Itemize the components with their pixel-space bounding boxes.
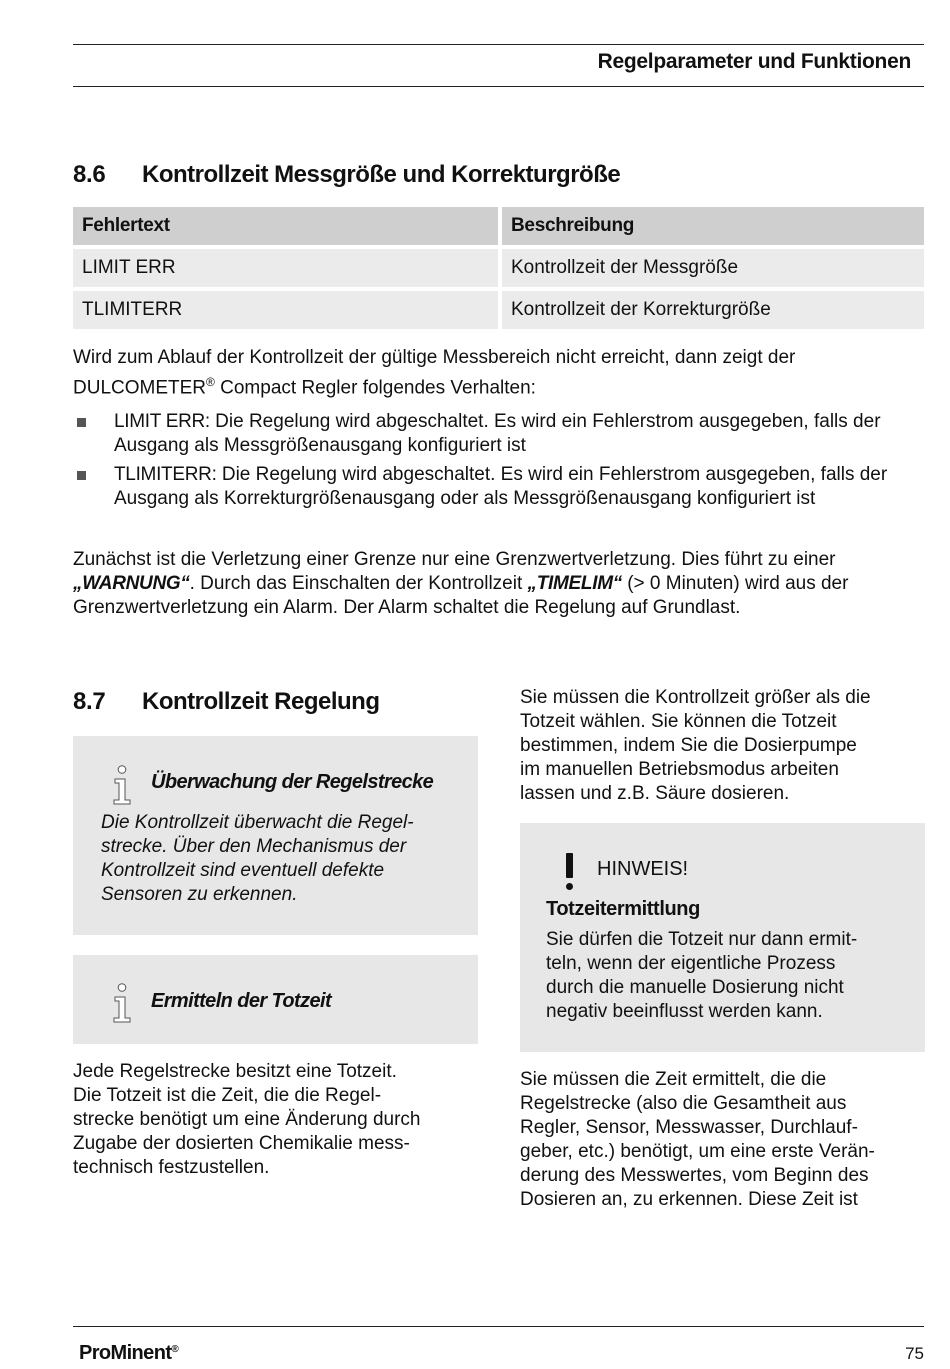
section-8-7-number: 8.7 (73, 688, 106, 715)
table-cell: LIMIT ERR (73, 249, 498, 287)
info-box-line: Kontrollzeit sind eventuell defekte (101, 860, 385, 881)
text-line: geber, etc.) benötigt, um eine erste Verän- (520, 1141, 875, 1162)
table-row (73, 291, 924, 329)
text-line: technisch festzustellen. (73, 1157, 270, 1178)
info-box-line: Sensoren zu erkennen. (101, 884, 298, 905)
table-header-row (73, 207, 924, 245)
text-line: bestimmen, indem Sie die Dosierpumpe (520, 735, 857, 756)
text-line: teln, wenn der eigentliche Prozess (546, 953, 836, 974)
bullet-text (114, 410, 924, 458)
text-line: Dosieren an, zu erkennen. Diese Zeit ist (520, 1189, 858, 1210)
text-line: Zugabe der dosierten Chemikalie mess- (73, 1133, 410, 1154)
bullet-text (114, 463, 924, 511)
text-line: Regler, Sensor, Messwasser, Durchlauf- (520, 1117, 858, 1138)
table-cell: TLIMITERR (73, 291, 498, 329)
info-box-line: Die Kontrollzeit überwacht die Regel- (101, 812, 414, 833)
table-cell: Kontrollzeit der Korrekturgröße (502, 291, 924, 329)
notice-body (546, 928, 921, 1024)
footer-rule (73, 1326, 924, 1327)
info-box-heading: Überwachung der Regelstrecke (151, 771, 434, 793)
logo-text: ProMinent (79, 1342, 172, 1364)
square-bullet-icon (77, 418, 86, 427)
registered-mark: ® (206, 375, 215, 389)
warnung-term: „WARNUNG“ (73, 573, 190, 594)
closing-text: Zunächst ist die Verletzung einer Grenze nur eine Grenzwertverletzung. Dies führt zu einer (73, 549, 836, 570)
table-header-cell: Fehlertext (73, 207, 498, 245)
timelim-term: „TIMELIM“ (527, 573, 622, 594)
bullet-description: Die Regelung wird abgeschaltet. Es wird ein Fehlerstrom ausgegeben, falls der Ausgang als Korrekturgrößenausgang oder als Messgrößenausgang konfiguriert ist (114, 464, 888, 509)
section-8-6-title: Kontrollzeit Messgröße und Korrekturgröße (142, 161, 621, 188)
intro-line-1: Wird zum Ablauf der Kontrollzeit der gültige Messbereich nicht erreicht, dann zeigt der (73, 347, 796, 368)
info-box-heading: Ermitteln der Totzeit (151, 990, 332, 1012)
prominent-logo (79, 1342, 178, 1365)
text-line: durch die manuelle Dosierung nicht (546, 977, 844, 998)
page-number: 75 (905, 1344, 924, 1363)
closing-text: . Durch das Einschalten der Kontrollzeit (189, 573, 528, 594)
bullet-label: TLIMITERR: (114, 464, 217, 485)
notice-label: HINWEIS! (597, 858, 689, 880)
bullet-label: LIMIT ERR: (114, 411, 210, 432)
control-time-paragraph (520, 686, 930, 806)
text-line: Jede Regelstrecke besitzt eine Totzeit. (73, 1061, 397, 1082)
text-line: Sie müssen die Kontrollzeit größer als die (520, 687, 871, 708)
section-8-7-title: Kontrollzeit Regelung (142, 688, 380, 715)
info-box-dead-time (73, 955, 478, 1044)
info-box-line: strecke. Über den Mechanismus der (101, 836, 407, 857)
bullet-item-limit-err (73, 410, 924, 458)
text-line: derung des Messwertes, vom Beginn des (520, 1165, 869, 1186)
closing-paragraph (73, 548, 924, 620)
info-icon (111, 983, 133, 1023)
text-line: Sie müssen die Zeit ermittelt, die die (520, 1069, 827, 1090)
intro-line-2-rest: Compact Regler folgendes Verhalten: (214, 377, 536, 399)
text-line: Regelstrecke (also die Gesamtheit aus (520, 1093, 847, 1114)
text-line: Die Totzeit ist die Zeit, die die Regel- (73, 1085, 382, 1106)
header-bottom-rule (73, 86, 924, 87)
dead-time-paragraph (73, 1060, 483, 1180)
text-line: lassen und z.B. Säure dosieren. (520, 783, 790, 804)
closing-text: (> 0 Minuten) wird aus der Grenzwertverletzung ein Alarm. Der Alarm schaltet die Regelung auf Grundlast. (73, 573, 849, 618)
text-line: im manuellen Betriebsmodus arbeiten (520, 759, 839, 780)
text-line: strecke benötigt um eine Änderung durch (73, 1109, 421, 1130)
info-box-body (101, 811, 473, 907)
table-cell: Kontrollzeit der Messgröße (502, 249, 924, 287)
header-top-rule (73, 44, 924, 45)
exclamation-icon (565, 853, 574, 891)
running-header-title: Regelparameter und Funktionen (597, 50, 911, 73)
measurement-time-paragraph (520, 1068, 935, 1212)
square-bullet-icon (77, 471, 86, 480)
brand-name: DULCOMETER (73, 377, 207, 399)
table-header-cell: Beschreibung (502, 207, 924, 245)
error-text-table (73, 207, 924, 333)
bullet-description: Die Regelung wird abgeschaltet. Es wird ein Fehlerstrom ausgegeben, falls der Ausgang als Messgrößenausgang konfiguriert ist (114, 411, 881, 456)
intro-paragraph (73, 346, 933, 400)
text-line: negativ beeinflusst werden kann. (546, 1001, 823, 1022)
intro-line-2 (73, 370, 933, 400)
table-row (73, 249, 924, 287)
section-8-6-number: 8.6 (73, 161, 106, 188)
bullet-item-tlimiterr (73, 463, 924, 511)
notice-heading: Totzeitermittlung (546, 898, 700, 920)
info-icon (111, 765, 133, 805)
info-box-monitoring (73, 736, 478, 935)
text-line: Sie dürfen die Totzeit nur dann ermit- (546, 929, 858, 950)
text-line: Totzeit wählen. Sie können die Totzeit (520, 711, 837, 732)
logo-registered-mark: ® (171, 1344, 179, 1355)
